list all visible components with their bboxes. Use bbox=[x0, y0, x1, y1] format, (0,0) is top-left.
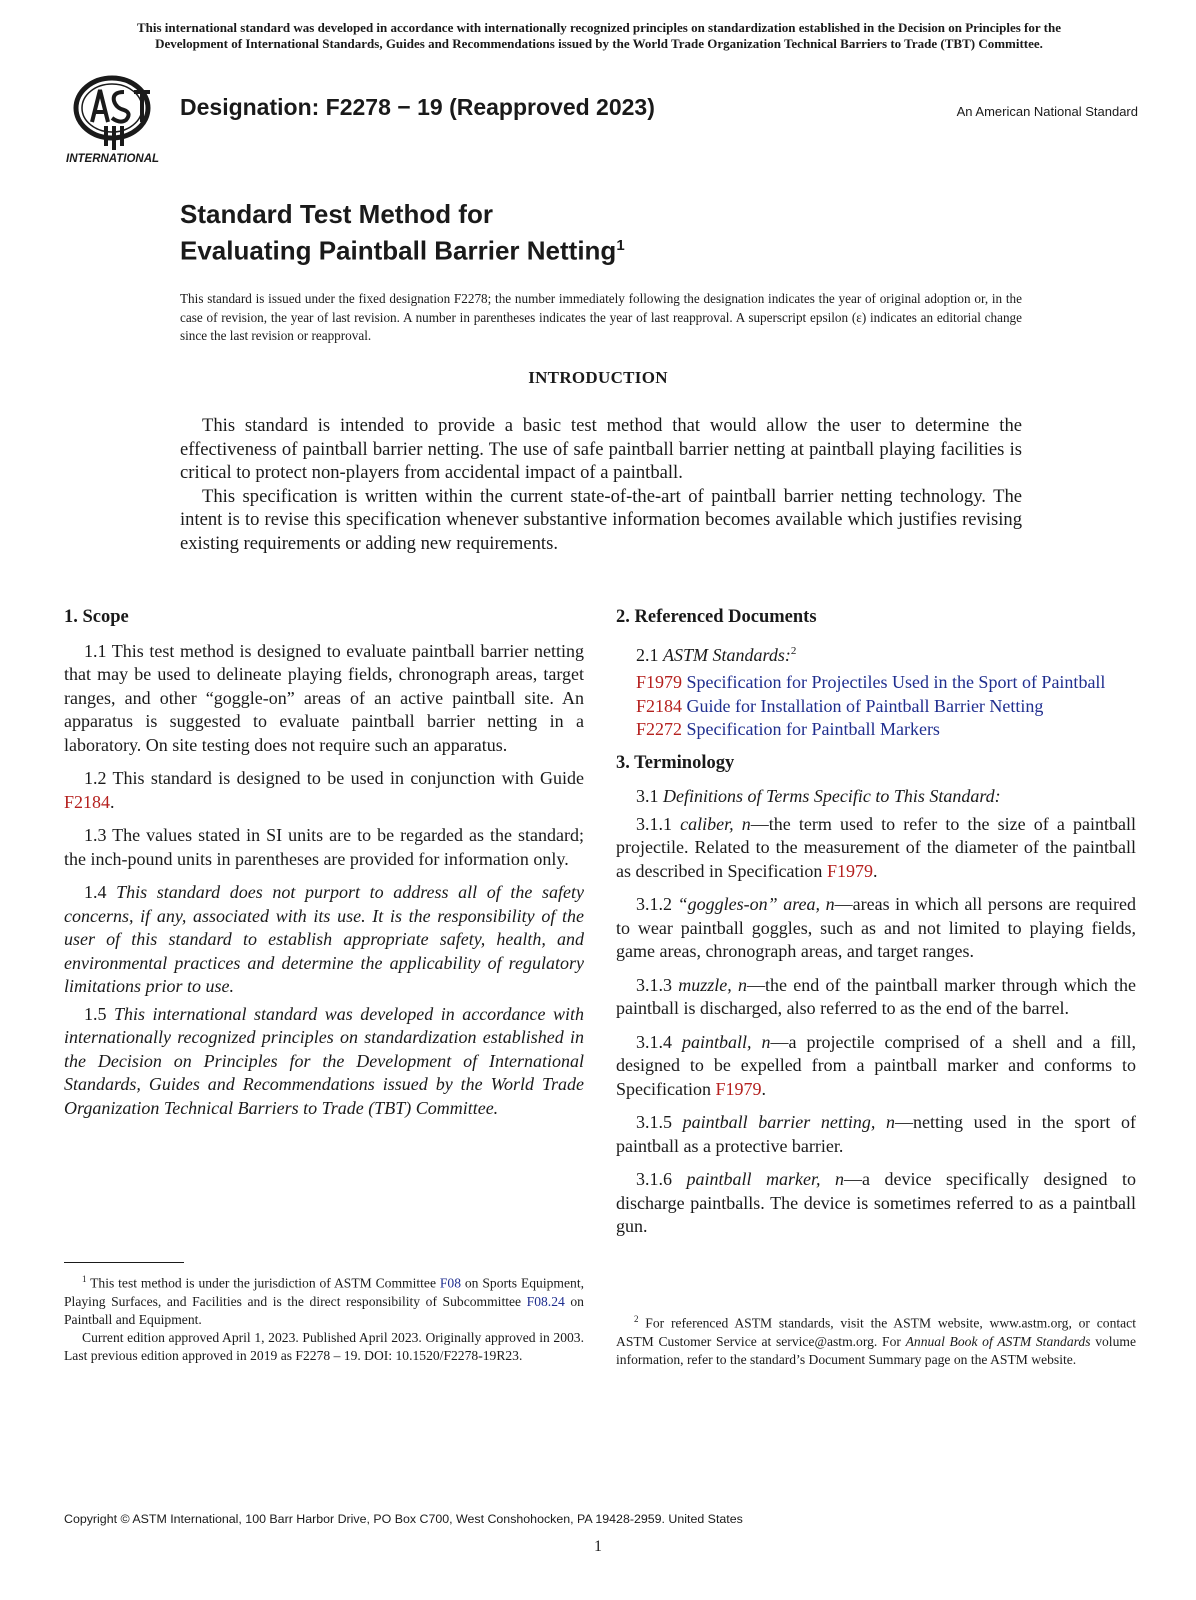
issuance-statement: This standard is issued under the fixed designation F2278; the number immediately following the designation indicates the year of original adoption or, in the case of revision, the year of last revision. A number in parentheses indicates the year of last reapproval. A superscript epsilon (ε) indicates an editorial change since the last revision or reapproval. bbox=[180, 291, 1022, 343]
reference-item bbox=[636, 671, 1136, 695]
title-footnote-mark[interactable]: 1 bbox=[616, 237, 625, 254]
definition-text: —a device specifically designed to discharge paintballs. The device is sometimes referred to as a paintball gun. bbox=[616, 1169, 1137, 1236]
footnote-1-mark: 1 bbox=[82, 1274, 87, 1284]
page-number: 1 bbox=[594, 1538, 602, 1555]
notice-line-1: This international standard was developed in accordance with internationally recognized principles on standardization established in the Decision on Principles for the bbox=[136, 20, 1061, 35]
section-1-2 bbox=[64, 767, 584, 814]
definition-number: 3.1.6 bbox=[636, 1169, 687, 1189]
definition-number: 3.1.5 bbox=[636, 1112, 683, 1132]
section-1-3: 1.3 The values stated in SI units are to be regarded as the standard; the inch-pound units in parentheses are provided for information only. bbox=[64, 825, 584, 869]
footnote-2-paragraph bbox=[616, 1310, 1136, 1369]
reference-title[interactable]: Guide for Installation of Paintball Barrier Netting bbox=[686, 695, 1044, 716]
reference-title[interactable]: Specification for Projectiles Used in the Sport of Paintball bbox=[686, 672, 1106, 692]
definition-muzzle bbox=[616, 974, 1136, 1021]
left-column bbox=[64, 606, 584, 1130]
link-f2184[interactable]: F2184 bbox=[636, 695, 683, 716]
referenced-documents-heading: 2. Referenced Documents bbox=[616, 607, 817, 627]
definition-end: . bbox=[872, 860, 878, 881]
section-1-2-end: . bbox=[110, 791, 115, 812]
link-f2272[interactable]: F2272 bbox=[636, 719, 683, 739]
link-f1979[interactable]: F1979 bbox=[715, 1078, 762, 1099]
definition-term: paintball marker, n bbox=[686, 1169, 845, 1189]
section-1-5-number: 1.5 bbox=[84, 1003, 114, 1024]
section-1-5-text: This international standard was developed in accordance with internationally recognized principles on standardization established in the Decision on Principles for the Development of International Standards, Guides and Recommendations issued by the World Trade Organization Technical Barriers to Trade (TBT) Committee. bbox=[64, 1003, 584, 1118]
title-line-1: Standard Test Method for bbox=[180, 199, 493, 229]
footnote-1-text-a: This test method is under the jurisdiction of ASTM Committee bbox=[86, 1275, 440, 1291]
definition-text: —netting used in the sport of paintball as a protective barrier. bbox=[616, 1112, 1136, 1156]
definition-text: —a projectile comprised of a shell and a fill, designed to be expelled from a paintball marker and conforms to Specification bbox=[616, 1031, 1136, 1099]
designation: Designation: F2278 − 19 (Reapproved 2023) bbox=[180, 94, 655, 120]
link-f2184[interactable]: F2184 bbox=[64, 791, 111, 812]
definition-text: —the end of the paintball marker through which the paintball is discharged, also referred to as the end of the barrel. bbox=[616, 974, 1137, 1018]
footnote-2-mark-label: 2 bbox=[634, 1314, 639, 1324]
american-national-standard: An American National Standard bbox=[956, 104, 1138, 119]
intro-paragraph-1: This standard is intended to provide a basic test method that would allow the user to determine the effectiveness of paintball barrier netting. The use of safe paintball barrier netting at paintball playing facilities is critical to protect non-players from accidental impact of a paintball. bbox=[180, 415, 1022, 483]
reference-list bbox=[616, 671, 1136, 742]
section-3-1-number: 3.1 bbox=[636, 786, 663, 806]
link-f08-24[interactable]: F08.24 bbox=[526, 1293, 565, 1309]
footnote-1-paragraph-1 bbox=[64, 1270, 584, 1329]
title-line-2 bbox=[180, 230, 625, 267]
footnote-1-paragraph-2: Current edition approved April 1, 2023. Published April 2023. Originally approved in 2003. Last previous edition approved in 2019 as F2278 – 19. DOI: 10.1520/F2278-19R23. bbox=[64, 1329, 584, 1363]
reference-item bbox=[636, 718, 1136, 742]
section-2-1-number: 2.1 bbox=[636, 644, 663, 665]
definition-term: paintball barrier netting, n bbox=[682, 1112, 895, 1132]
astm-logo-icon bbox=[62, 70, 170, 166]
notice-line-2: Development of International Standards, Guides and Recommendations issued by the World Trade Organization Technical Barriers to Trade (TBT) Committee. bbox=[155, 36, 1043, 51]
footnote-1-text-b: on Sports Equipment, Playing Surfaces, and Facilities and is the direct responsibility of Subcommittee bbox=[64, 1275, 584, 1309]
right-column bbox=[616, 606, 1136, 1249]
introduction bbox=[180, 414, 1022, 555]
section-1-4 bbox=[64, 881, 584, 999]
definition-paintball bbox=[616, 1031, 1136, 1102]
top-notice bbox=[60, 20, 1138, 52]
definition-paintball-marker bbox=[616, 1168, 1136, 1239]
reference-title[interactable]: Specification for Paintball Markers bbox=[686, 719, 940, 739]
footnote-2-mark[interactable]: 2 bbox=[790, 644, 797, 657]
section-1-4-text: This standard does not purport to address all of the safety concerns, if any, associated with its use. It is the responsibility of the user of this standard to establish appropriate safety, health, and environmental practices and determine the applicability of regulatory limitations prior to use. bbox=[64, 882, 584, 996]
definition-end: . bbox=[761, 1078, 766, 1099]
introduction-heading: INTRODUCTION bbox=[528, 368, 668, 387]
logo-wordmark: INTERNATIONAL bbox=[66, 153, 160, 165]
copyright: Copyright © ASTM International, 100 Barr Harbor Drive, PO Box C700, West Conshohocken, PA 19428-2959. United States bbox=[64, 1512, 743, 1526]
link-f1979[interactable]: F1979 bbox=[826, 860, 873, 881]
definition-caliber bbox=[616, 813, 1136, 884]
reference-item bbox=[636, 695, 1136, 719]
footnote-2-text-b: volume information, refer to the standard’s Document Summary page on the ASTM website. bbox=[616, 1333, 1136, 1367]
definition-term: “goggles-on” area, n bbox=[677, 894, 835, 914]
definition-text: —areas in which all persons are required to wear paintball goggles, such as and not limited to playing fields, game areas, chronograph areas, and target ranges. bbox=[616, 894, 1137, 961]
footnote-2-italic: Annual Book of ASTM Standards bbox=[905, 1333, 1091, 1349]
definition-number: 3.1.4 bbox=[636, 1031, 683, 1052]
definition-number: 3.1.3 bbox=[636, 974, 679, 995]
section-3-1 bbox=[616, 785, 1136, 809]
footnote-divider bbox=[64, 1262, 184, 1263]
footnote-1-text-c: on Paintball and Equipment. bbox=[64, 1293, 584, 1327]
footnote-2 bbox=[616, 1310, 1136, 1369]
definition-text: —the term used to refer to the size of a paintball projectile. Related to the measurement of the diameter of the paintball as described in Specification bbox=[616, 813, 1137, 881]
section-1-1: 1.1 This test method is designed to evaluate paintball barrier netting that may be used to delineate playing fields, chronograph areas, target ranges, and other “goggle-on” areas of an active paintball site. An apparatus is suggested to evaluate paintball barrier netting in a laboratory. On site testing does not require such an apparatus. bbox=[64, 640, 584, 755]
definition-number: 3.1.2 bbox=[636, 894, 678, 914]
definition-term: muzzle, n bbox=[678, 974, 748, 995]
document-title bbox=[180, 198, 625, 267]
footnote-1 bbox=[64, 1270, 584, 1365]
section-1-4-number: 1.4 bbox=[84, 882, 117, 902]
intro-paragraph-2: This specification is written within the current state-of-the-art of paintball barrier netting technology. The intent is to revise this specification whenever substantive information becomes available which justifies revising existing requirements or adding new requirements. bbox=[180, 485, 1022, 554]
astm-logo bbox=[62, 70, 170, 166]
definition-barrier-netting bbox=[616, 1111, 1136, 1158]
definition-number: 3.1.1 bbox=[636, 813, 681, 834]
definition-term: caliber, n bbox=[680, 813, 751, 834]
title-line-2-text: Evaluating Paintball Barrier Netting bbox=[180, 235, 617, 266]
link-f1979[interactable]: F1979 bbox=[636, 672, 683, 692]
section-3-1-text: Definitions of Terms Specific to This Standard: bbox=[663, 786, 1001, 806]
definition-term: paintball, n bbox=[682, 1031, 771, 1052]
footnote-2-text-a: For referenced ASTM standards, visit the ASTM website, www.astm.org, or contact ASTM Customer Service at service@astm.org. For bbox=[616, 1315, 1136, 1349]
section-2-1 bbox=[616, 640, 1136, 668]
section-1-2-text: 1.2 This standard is designed to be used in conjunction with Guide bbox=[84, 768, 584, 788]
terminology-heading: 3. Terminology bbox=[616, 752, 735, 773]
scope-heading: 1. Scope bbox=[64, 607, 129, 627]
link-f08[interactable]: F08 bbox=[439, 1275, 462, 1291]
section-1-5 bbox=[64, 1003, 584, 1121]
section-2-1-text: ASTM Standards: bbox=[663, 644, 791, 665]
definition-goggles-on-area bbox=[616, 893, 1136, 964]
